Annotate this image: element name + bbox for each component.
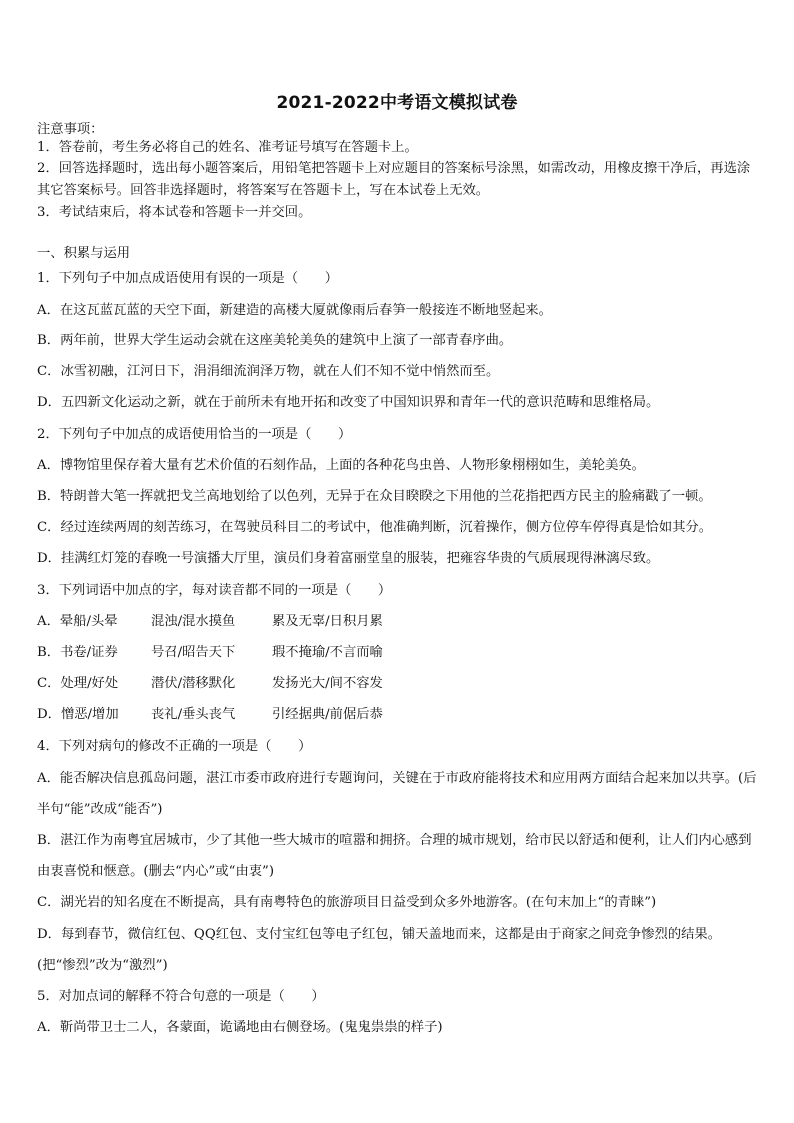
- question-3-c-word-1: C．处理/好处: [37, 676, 119, 691]
- question-3-c-word-2: 潜伏/潜移默化: [151, 676, 236, 691]
- notice-item-2: 2．回答选择题时，选出每小题答案后，用铅笔把答题卡上对应题目的答案标号涂黑，如需改动，用橡皮擦干净后，再选涂其它答案标号。回答非选择题时，将答案写在答题卡上，写在本试卷上无效。: [37, 161, 751, 198]
- question-3-b-word-3: 瑕不掩瑜/不言而喻: [272, 645, 383, 660]
- question-3-a-word-1: A．晕船/头晕: [37, 614, 118, 629]
- question-5-option-a: A．靳尚带卫士二人，各蒙面，诡谲地由右侧登场。(鬼鬼祟祟的样子): [37, 1020, 443, 1035]
- question-3-b-word-1: B．书卷/证券: [37, 645, 118, 660]
- question-1-option-a: A．在这瓦蓝瓦蓝的天空下面，新建造的高楼大厦就像雨后春笋一般接连不断地竖起来。: [37, 303, 552, 318]
- question-3-b-word-2: 号召/昭告天下: [151, 645, 236, 660]
- question-3-d-word-2: 丧礼/垂头丧气: [151, 707, 236, 722]
- question-5-stem: 5．对加点词的解释不符合句意的一项是（ ）: [37, 989, 325, 1004]
- question-3-c-word-3: 发扬光大/间不容发: [272, 676, 383, 691]
- question-3-stem: 3．下列词语中加点的字，每对读音都不同的一项是（ ）: [37, 583, 392, 598]
- question-2-option-a: A．博物馆里保存着大量有艺术价值的石刻作品，上面的各种花鸟虫兽、人物形象栩栩如生，美轮美奂。: [37, 458, 645, 473]
- notice-heading: 注意事项：: [37, 122, 104, 137]
- question-3-d-word-1: D．憎恶/增加: [37, 707, 119, 722]
- question-4-option-a: A．能否解决信息孤岛问题，湛江市委市政府进行专题询问，关键在于市政府能将技术和应用两方面结合起来加以共享。(后半句“能”改成“能否”): [37, 771, 757, 817]
- question-3-row-d: [37, 704, 757, 726]
- question-4-option-d: D．每到春节，微信红包、QQ红包、支付宝红包等电子红包，铺天盖地而来，这都是由于商家之间竞争惨烈的结果。(把“惨烈”改为“激烈”): [37, 927, 722, 973]
- section-heading: 一、积累与运用: [37, 246, 131, 261]
- question-4-stem: 4．下列对病句的修改不正确的一项是（ ）: [37, 739, 312, 754]
- question-4-option-c: C．湖光岩的知名度在不断提高，具有南粤特色的旅游项目日益受到众多外地游客。(在句末加上“的青睐”): [37, 895, 657, 910]
- question-2-stem: 2．下列句子中加点的成语使用恰当的一项是（ ）: [37, 427, 352, 442]
- question-2-option-d: D．挂满红灯笼的春晚一号演播大厅里，演员们身着富丽堂皇的服装，把雍容华贵的气质展现得淋漓尽致。: [37, 551, 660, 566]
- notice-item-3: 3．考试结束后，将本试卷和答题卡一并交回。: [37, 205, 312, 220]
- question-3-row-c: [37, 673, 757, 695]
- exam-title: 2021-2022中考语文模拟试卷: [276, 93, 518, 113]
- question-2-option-c: C．经过连续两周的刻苦练习，在驾驶员科目二的考试中，他准确判断，沉着操作，侧方位停车停得真是恰如其分。: [37, 520, 713, 535]
- notice-item-1: 1．答卷前，考生务必将自己的姓名、准考证号填写在答题卡上。: [37, 140, 418, 155]
- question-3-d-word-3: 引经据典/前倨后恭: [272, 707, 383, 722]
- question-2-option-b: B．特朗普大笔一挥就把戈兰高地划给了以色列，无异于在众目睽睽之下用他的兰花指把西方民主的脸痛戳了一顿。: [37, 489, 712, 504]
- question-4-option-b: B．湛江作为南粤宜居城市，少了其他一些大城市的喧嚣和拥挤。合理的城市规划，给市民以舒适和便利，让人们内心感到由衷喜悦和惬意。(删去“内心”或“由衷”): [37, 833, 752, 879]
- question-3-row-a: [37, 611, 757, 633]
- question-3-row-b: [37, 642, 757, 664]
- question-3-a-word-2: 混浊/混水摸鱼: [151, 614, 236, 629]
- question-1-option-d: D．五四新文化运动之新，就在于前所未有地开拓和改变了中国知识界和青年一代的意识范畴和思维格局。: [37, 395, 660, 410]
- question-1-option-b: B．两年前，世界大学生运动会就在这座美轮美奂的建筑中上演了一部青春序曲。: [37, 333, 513, 348]
- question-1-option-c: C．冰雪初融，江河日下，涓涓细流润泽万物，就在人们不知不觉中悄然而至。: [37, 364, 500, 379]
- question-3-a-word-3: 累及无辜/日积月累: [272, 614, 383, 629]
- question-1-stem: 1．下列句子中加点成语使用有误的一项是（ ）: [37, 271, 338, 286]
